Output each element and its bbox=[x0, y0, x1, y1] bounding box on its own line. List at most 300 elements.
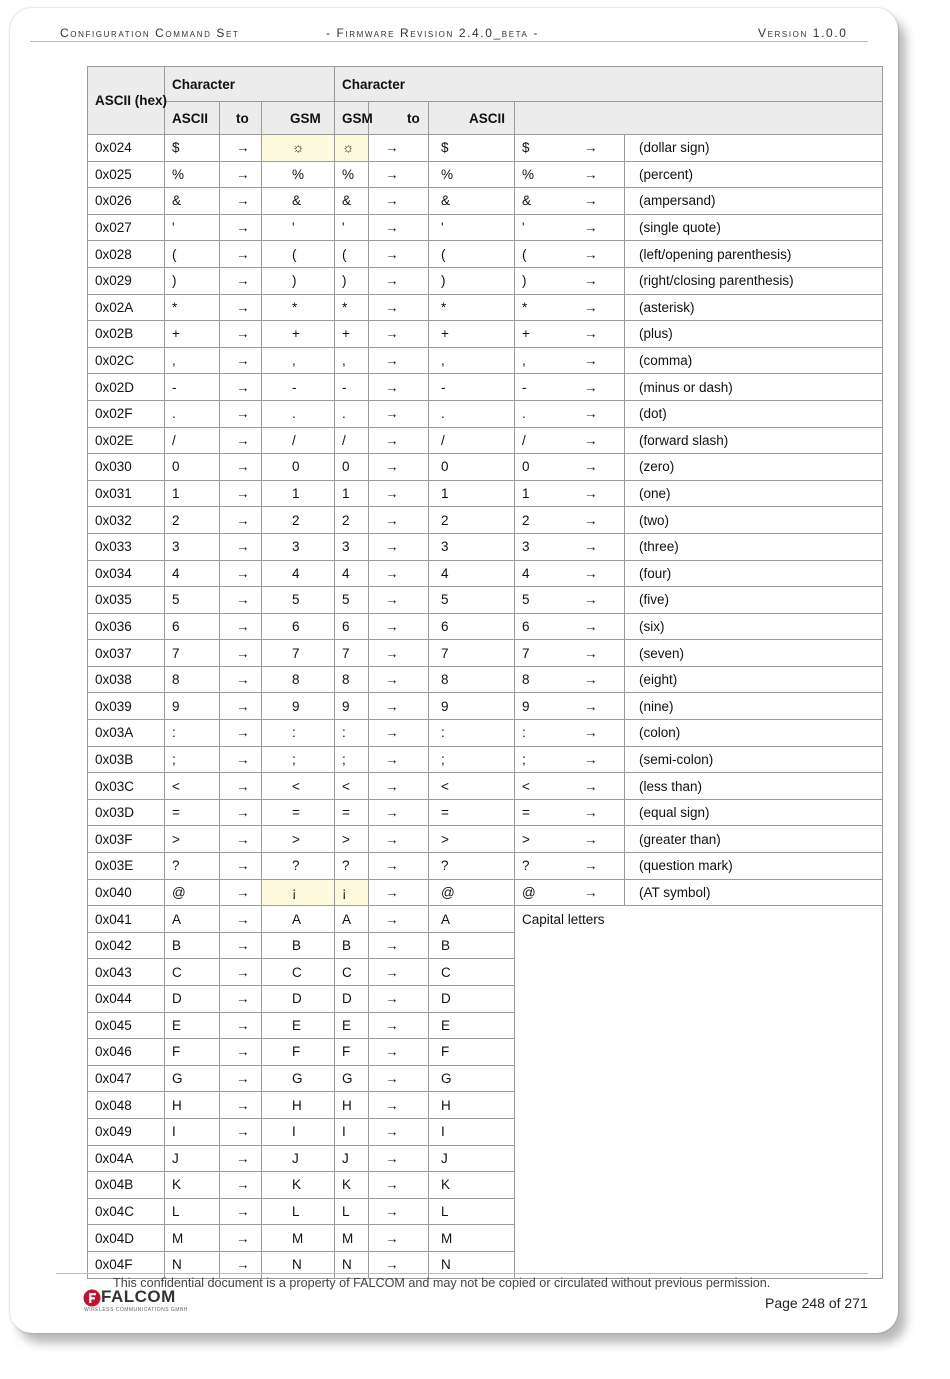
display-char bbox=[515, 666, 625, 693]
ascii-char: . bbox=[165, 400, 220, 427]
ascii-result: A bbox=[429, 906, 515, 933]
arrow-icon: → bbox=[369, 720, 429, 747]
ascii-result: - bbox=[429, 374, 515, 401]
gsm-char: ? bbox=[262, 853, 335, 880]
ascii-char: E bbox=[165, 1012, 220, 1039]
gsm-char: I bbox=[335, 1118, 369, 1145]
ascii-char: ( bbox=[165, 241, 220, 268]
gsm-char: C bbox=[335, 959, 369, 986]
hex-code: 0x046 bbox=[88, 1039, 165, 1066]
hex-code: 0x034 bbox=[88, 560, 165, 587]
ascii-result: F bbox=[429, 1039, 515, 1066]
hex-code: 0x04D bbox=[88, 1225, 165, 1252]
display-char bbox=[515, 693, 625, 720]
gsm-char: ? bbox=[335, 853, 369, 880]
display-char bbox=[515, 746, 625, 773]
arrow-icon: → bbox=[584, 486, 598, 502]
display-char bbox=[515, 480, 625, 507]
arrow-icon: → bbox=[369, 826, 429, 853]
ascii-char: - bbox=[165, 374, 220, 401]
ascii-result: 6 bbox=[429, 613, 515, 640]
ascii-result: . bbox=[429, 400, 515, 427]
gsm-char: ' bbox=[335, 214, 369, 241]
ascii-char: K bbox=[165, 1172, 220, 1199]
display-char-value: > bbox=[522, 831, 530, 847]
ascii-result: 9 bbox=[429, 693, 515, 720]
ascii-result: % bbox=[429, 161, 515, 188]
hex-code: 0x028 bbox=[88, 241, 165, 268]
ascii-result: 0 bbox=[429, 454, 515, 481]
display-char bbox=[515, 640, 625, 667]
arrow-icon: → bbox=[369, 1065, 429, 1092]
arrow-icon: → bbox=[220, 879, 262, 906]
ascii-char: 4 bbox=[165, 560, 220, 587]
hex-code: 0x035 bbox=[88, 587, 165, 614]
arrow-icon: → bbox=[220, 188, 262, 215]
gsm-char: F bbox=[335, 1039, 369, 1066]
hex-code: 0x043 bbox=[88, 959, 165, 986]
gsm-char: E bbox=[335, 1012, 369, 1039]
arrow-icon: → bbox=[220, 214, 262, 241]
gsm-char: ; bbox=[335, 746, 369, 773]
arrow-icon: → bbox=[220, 427, 262, 454]
hex-code: 0x048 bbox=[88, 1092, 165, 1119]
sub-ascii: ASCII bbox=[165, 102, 220, 135]
arrow-icon: → bbox=[584, 751, 598, 767]
display-char-value: 9 bbox=[522, 698, 530, 714]
arrow-icon: → bbox=[584, 698, 598, 714]
display-char-value: , bbox=[522, 353, 526, 369]
table-header-row bbox=[88, 67, 883, 102]
ascii-result: , bbox=[429, 347, 515, 374]
table-body bbox=[88, 135, 883, 1279]
gsm-char: < bbox=[262, 773, 335, 800]
gsm-char: ( bbox=[335, 241, 369, 268]
hex-code: 0x047 bbox=[88, 1065, 165, 1092]
display-char-value: 8 bbox=[522, 672, 530, 688]
hex-code: 0x029 bbox=[88, 267, 165, 294]
ascii-result: > bbox=[429, 826, 515, 853]
arrow-icon: → bbox=[584, 193, 598, 209]
arrow-icon: → bbox=[369, 1145, 429, 1172]
arrow-icon: → bbox=[220, 480, 262, 507]
arrow-icon: → bbox=[584, 273, 598, 289]
gsm-char: ) bbox=[262, 267, 335, 294]
display-char-value: ) bbox=[522, 273, 527, 289]
char-description: (nine) bbox=[625, 693, 883, 720]
gsm-char: I bbox=[262, 1118, 335, 1145]
hex-code: 0x038 bbox=[88, 666, 165, 693]
table-row bbox=[88, 587, 883, 614]
arrow-icon: → bbox=[369, 533, 429, 560]
table-row bbox=[88, 161, 883, 188]
arrow-icon: → bbox=[369, 799, 429, 826]
ascii-char: @ bbox=[165, 879, 220, 906]
arrow-icon: → bbox=[220, 241, 262, 268]
ascii-result: I bbox=[429, 1118, 515, 1145]
table-row bbox=[88, 533, 883, 560]
table-row bbox=[88, 799, 883, 826]
arrow-icon: → bbox=[220, 560, 262, 587]
ascii-char: 0 bbox=[165, 454, 220, 481]
arrow-icon: → bbox=[369, 214, 429, 241]
capital-letters-note: Capital letters bbox=[515, 906, 883, 1278]
hex-code: 0x049 bbox=[88, 1118, 165, 1145]
ascii-char: : bbox=[165, 720, 220, 747]
gsm-char: 2 bbox=[262, 507, 335, 534]
hex-code: 0x04B bbox=[88, 1172, 165, 1199]
arrow-icon: → bbox=[369, 374, 429, 401]
display-char-value: - bbox=[522, 379, 527, 395]
hex-code: 0x03D bbox=[88, 799, 165, 826]
gsm-char: J bbox=[335, 1145, 369, 1172]
table-row bbox=[88, 214, 883, 241]
ascii-char: B bbox=[165, 932, 220, 959]
gsm-char: 4 bbox=[262, 560, 335, 587]
display-char-value: * bbox=[522, 299, 528, 315]
gsm-char: N bbox=[262, 1251, 335, 1278]
table-subheader-row bbox=[88, 102, 883, 135]
arrow-icon: → bbox=[220, 1172, 262, 1199]
gsm-char: = bbox=[335, 799, 369, 826]
arrow-icon: → bbox=[220, 613, 262, 640]
hex-code: 0x026 bbox=[88, 188, 165, 215]
display-char-value: . bbox=[522, 406, 526, 422]
gsm-char: K bbox=[335, 1172, 369, 1199]
arrow-icon: → bbox=[369, 427, 429, 454]
gsm-char: ' bbox=[262, 214, 335, 241]
display-char bbox=[515, 613, 625, 640]
display-char bbox=[515, 454, 625, 481]
ascii-result: M bbox=[429, 1225, 515, 1252]
ascii-char: G bbox=[165, 1065, 220, 1092]
arrow-icon: → bbox=[220, 1145, 262, 1172]
gsm-char: 1 bbox=[335, 480, 369, 507]
ascii-char: % bbox=[165, 161, 220, 188]
arrow-icon: → bbox=[220, 799, 262, 826]
sub-gsm: GSM bbox=[262, 102, 335, 135]
gsm-char: E bbox=[262, 1012, 335, 1039]
arrow-icon: → bbox=[369, 294, 429, 321]
ascii-char: 5 bbox=[165, 587, 220, 614]
char-description: (less than) bbox=[625, 773, 883, 800]
char-description: (left/opening parenthesis) bbox=[625, 241, 883, 268]
hex-code: 0x045 bbox=[88, 1012, 165, 1039]
hex-code: 0x044 bbox=[88, 986, 165, 1013]
arrow-icon: → bbox=[220, 906, 262, 933]
arrow-icon: → bbox=[369, 879, 429, 906]
arrow-icon: → bbox=[220, 1039, 262, 1066]
arrow-icon: → bbox=[220, 374, 262, 401]
display-char bbox=[515, 879, 625, 906]
arrow-icon: → bbox=[369, 853, 429, 880]
ascii-char: ) bbox=[165, 267, 220, 294]
hex-code: 0x02D bbox=[88, 374, 165, 401]
ascii-char: N bbox=[165, 1251, 220, 1278]
ascii-result: ( bbox=[429, 241, 515, 268]
arrow-icon: → bbox=[584, 166, 598, 182]
char-description: (AT symbol) bbox=[625, 879, 883, 906]
gsm-char: 1 bbox=[262, 480, 335, 507]
arrow-icon: → bbox=[220, 587, 262, 614]
display-char bbox=[515, 321, 625, 348]
char-description: (semi-colon) bbox=[625, 746, 883, 773]
arrow-icon: → bbox=[369, 400, 429, 427]
char-description: (right/closing parenthesis) bbox=[625, 267, 883, 294]
ascii-result: C bbox=[429, 959, 515, 986]
hex-header bbox=[88, 67, 168, 135]
ascii-char: , bbox=[165, 347, 220, 374]
display-char-value: ; bbox=[522, 751, 526, 767]
sub-empty bbox=[515, 102, 883, 135]
ascii-char: $ bbox=[165, 135, 220, 162]
arrow-icon: → bbox=[220, 826, 262, 853]
display-char-value: : bbox=[522, 725, 526, 741]
display-char bbox=[515, 533, 625, 560]
display-char-value: @ bbox=[522, 884, 536, 900]
display-char-value: 6 bbox=[522, 618, 530, 634]
ascii-result: ; bbox=[429, 746, 515, 773]
ascii-result: ? bbox=[429, 853, 515, 880]
arrow-icon: → bbox=[369, 480, 429, 507]
arrow-icon: → bbox=[220, 454, 262, 481]
char-description: (dollar sign) bbox=[625, 135, 883, 162]
ascii-char: 7 bbox=[165, 640, 220, 667]
char-description: (zero) bbox=[625, 454, 883, 481]
hex-code: 0x040 bbox=[88, 879, 165, 906]
arrow-icon: → bbox=[584, 432, 598, 448]
gsm-char: ¡ bbox=[262, 879, 335, 906]
arrow-icon: → bbox=[369, 1092, 429, 1119]
arrow-icon: → bbox=[369, 773, 429, 800]
header-firmware: - Firmware Revision 2.4.0_beta - bbox=[326, 26, 540, 40]
gsm-char: 2 bbox=[335, 507, 369, 534]
footer-divider bbox=[56, 1273, 868, 1274]
arrow-icon: → bbox=[369, 188, 429, 215]
gsm-char: C bbox=[262, 959, 335, 986]
hex-code: 0x042 bbox=[88, 932, 165, 959]
table-row bbox=[88, 454, 883, 481]
sub-to-2: to bbox=[369, 102, 429, 135]
ascii-char: 2 bbox=[165, 507, 220, 534]
falcom-logo bbox=[82, 1287, 188, 1313]
gsm-char: M bbox=[262, 1225, 335, 1252]
arrow-icon: → bbox=[369, 347, 429, 374]
display-char bbox=[515, 773, 625, 800]
header-version: Version 1.0.0 bbox=[758, 26, 848, 40]
char-description: (percent) bbox=[625, 161, 883, 188]
ascii-result: 3 bbox=[429, 533, 515, 560]
ascii-char: 6 bbox=[165, 613, 220, 640]
ascii-result: J bbox=[429, 1145, 515, 1172]
gsm-char: 3 bbox=[262, 533, 335, 560]
character-table bbox=[87, 66, 883, 1279]
gsm-char: 6 bbox=[335, 613, 369, 640]
gsm-char: > bbox=[335, 826, 369, 853]
char-description: (question mark) bbox=[625, 853, 883, 880]
gsm-char: G bbox=[335, 1065, 369, 1092]
gsm-char: 6 bbox=[262, 613, 335, 640]
display-char-value: 4 bbox=[522, 565, 530, 581]
char-description: (single quote) bbox=[625, 214, 883, 241]
arrow-icon: → bbox=[584, 512, 598, 528]
ascii-result: K bbox=[429, 1172, 515, 1199]
display-char bbox=[515, 188, 625, 215]
hex-code: 0x04F bbox=[88, 1251, 165, 1278]
header-title: Configuration Command Set bbox=[60, 26, 240, 40]
table-row bbox=[88, 188, 883, 215]
char-header-2: Character bbox=[335, 67, 883, 102]
char-description: (colon) bbox=[625, 720, 883, 747]
ascii-result: 1 bbox=[429, 480, 515, 507]
arrow-icon: → bbox=[369, 932, 429, 959]
display-char-value: & bbox=[522, 193, 532, 209]
gsm-char: , bbox=[335, 347, 369, 374]
arrow-icon: → bbox=[369, 1198, 429, 1225]
arrow-icon: → bbox=[584, 379, 598, 395]
arrow-icon: → bbox=[584, 459, 598, 475]
char-description: (greater than) bbox=[625, 826, 883, 853]
gsm-char: J bbox=[262, 1145, 335, 1172]
char-description: (dot) bbox=[625, 400, 883, 427]
char-description: (two) bbox=[625, 507, 883, 534]
sub-to-1: to bbox=[220, 102, 262, 135]
table-row bbox=[88, 374, 883, 401]
arrow-icon: → bbox=[369, 1172, 429, 1199]
ascii-char: I bbox=[165, 1118, 220, 1145]
hex-code: 0x032 bbox=[88, 507, 165, 534]
arrow-icon: → bbox=[369, 1012, 429, 1039]
arrow-icon: → bbox=[220, 347, 262, 374]
hex-code: 0x031 bbox=[88, 480, 165, 507]
display-char-value: + bbox=[522, 326, 530, 342]
arrow-icon: → bbox=[220, 746, 262, 773]
ascii-char: F bbox=[165, 1039, 220, 1066]
arrow-icon: → bbox=[220, 1012, 262, 1039]
arrow-icon: → bbox=[369, 1251, 429, 1278]
ascii-result: 4 bbox=[429, 560, 515, 587]
display-char-value: 7 bbox=[522, 645, 530, 661]
arrow-icon: → bbox=[220, 666, 262, 693]
arrow-icon: → bbox=[584, 406, 598, 422]
arrow-icon: → bbox=[220, 720, 262, 747]
ascii-result: * bbox=[429, 294, 515, 321]
gsm-char: 7 bbox=[262, 640, 335, 667]
arrow-icon: → bbox=[220, 321, 262, 348]
gsm-char: - bbox=[262, 374, 335, 401]
hex-code: 0x03A bbox=[88, 720, 165, 747]
hex-code: 0x037 bbox=[88, 640, 165, 667]
display-char bbox=[515, 799, 625, 826]
arrow-icon: → bbox=[584, 326, 598, 342]
ascii-char: J bbox=[165, 1145, 220, 1172]
ascii-result: & bbox=[429, 188, 515, 215]
gsm-char: ☼ bbox=[262, 135, 335, 162]
arrow-icon: → bbox=[584, 353, 598, 369]
display-char-value: 2 bbox=[522, 512, 530, 528]
hex-code: 0x02F bbox=[88, 400, 165, 427]
display-char bbox=[515, 161, 625, 188]
gsm-char: D bbox=[335, 986, 369, 1013]
gsm-char: 8 bbox=[335, 666, 369, 693]
display-char bbox=[515, 400, 625, 427]
hex-code: 0x03F bbox=[88, 826, 165, 853]
arrow-icon: → bbox=[584, 299, 598, 315]
gsm-char: 9 bbox=[262, 693, 335, 720]
table-row bbox=[88, 560, 883, 587]
gsm-char: 5 bbox=[262, 587, 335, 614]
arrow-icon: → bbox=[584, 645, 598, 661]
ascii-char: 8 bbox=[165, 666, 220, 693]
display-char bbox=[515, 374, 625, 401]
hex-code: 0x02E bbox=[88, 427, 165, 454]
display-char-value: $ bbox=[522, 140, 530, 156]
ascii-result: E bbox=[429, 1012, 515, 1039]
gsm-char: M bbox=[335, 1225, 369, 1252]
gsm-char: A bbox=[335, 906, 369, 933]
table-row bbox=[88, 347, 883, 374]
arrow-icon: → bbox=[369, 1225, 429, 1252]
ascii-result: H bbox=[429, 1092, 515, 1119]
arrow-icon: → bbox=[584, 725, 598, 741]
char-description: (eight) bbox=[625, 666, 883, 693]
table-row bbox=[88, 427, 883, 454]
hex-code: 0x03B bbox=[88, 746, 165, 773]
arrow-icon: → bbox=[584, 858, 598, 874]
gsm-char: ¡ bbox=[335, 879, 369, 906]
arrow-icon: → bbox=[220, 294, 262, 321]
char-description: (ampersand) bbox=[625, 188, 883, 215]
arrow-icon: → bbox=[369, 1039, 429, 1066]
arrow-icon: → bbox=[220, 1118, 262, 1145]
gsm-char: = bbox=[262, 799, 335, 826]
hex-code: 0x030 bbox=[88, 454, 165, 481]
table-row bbox=[88, 267, 883, 294]
display-char bbox=[515, 560, 625, 587]
arrow-icon: → bbox=[220, 1225, 262, 1252]
gsm-char: G bbox=[262, 1065, 335, 1092]
char-description: (six) bbox=[625, 613, 883, 640]
gsm-char: . bbox=[262, 400, 335, 427]
table-row bbox=[88, 400, 883, 427]
gsm-char: H bbox=[335, 1092, 369, 1119]
gsm-char: - bbox=[335, 374, 369, 401]
arrow-icon: → bbox=[369, 161, 429, 188]
page-number: Page 248 of 271 bbox=[765, 1295, 868, 1311]
arrow-icon: → bbox=[369, 587, 429, 614]
ascii-char: 3 bbox=[165, 533, 220, 560]
display-char-value: % bbox=[522, 166, 535, 182]
arrow-icon: → bbox=[369, 746, 429, 773]
display-char-value: 1 bbox=[522, 486, 530, 502]
gsm-char: 3 bbox=[335, 533, 369, 560]
table-row bbox=[88, 773, 883, 800]
hex-code: 0x024 bbox=[88, 135, 165, 162]
display-char bbox=[515, 853, 625, 880]
table-row bbox=[88, 241, 883, 268]
gsm-char: B bbox=[335, 932, 369, 959]
hex-code: 0x033 bbox=[88, 533, 165, 560]
ascii-result: N bbox=[429, 1251, 515, 1278]
arrow-icon: → bbox=[584, 884, 598, 900]
ascii-result: ) bbox=[429, 267, 515, 294]
char-description: (plus) bbox=[625, 321, 883, 348]
hex-code: 0x04A bbox=[88, 1145, 165, 1172]
arrow-icon: → bbox=[220, 1065, 262, 1092]
display-char bbox=[515, 267, 625, 294]
arrow-icon: → bbox=[584, 220, 598, 236]
gsm-char: % bbox=[262, 161, 335, 188]
